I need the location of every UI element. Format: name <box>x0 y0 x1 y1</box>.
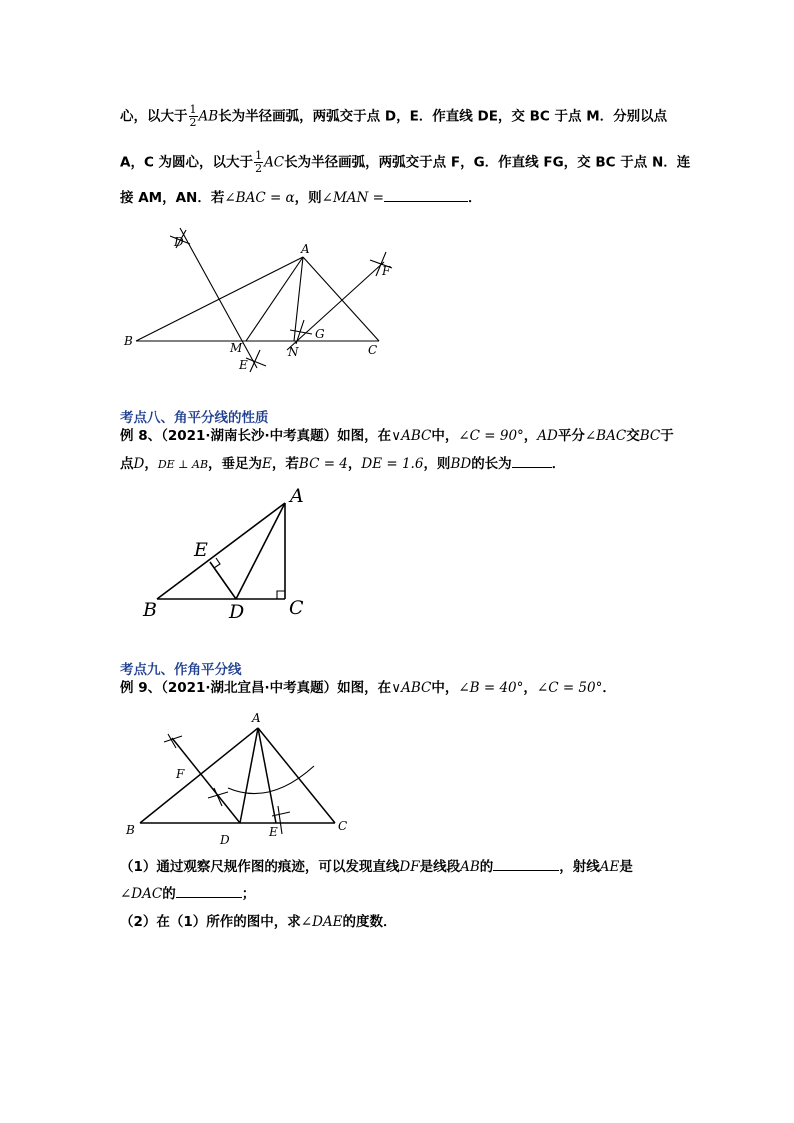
label-g: G <box>315 327 325 341</box>
math-expression: ∨ABC <box>391 680 432 696</box>
label-b: B <box>143 599 157 621</box>
label-a: A <box>290 485 304 507</box>
label-d: D <box>229 601 245 623</box>
question-1-line-1 <box>120 857 633 877</box>
text: 是线段 <box>419 859 461 875</box>
text: ． <box>602 680 616 696</box>
label-b: B <box>124 334 133 348</box>
math-expression: ∨ABC <box>391 428 432 444</box>
segment-ad <box>240 728 258 823</box>
label-m: M <box>230 341 243 355</box>
construction-arc <box>228 766 314 794</box>
math-expression: ∠C = 90° <box>458 428 524 444</box>
segment-ac <box>258 728 335 823</box>
text: 长为半径画弧，两弧交于点 D，E．作直线 DE，交 BC 于点 M．分别以点 <box>218 108 668 125</box>
math-expression: BC <box>639 428 661 444</box>
math-expression: AD <box>537 428 558 444</box>
text: ， <box>523 428 538 444</box>
text: ． <box>467 190 482 206</box>
text: ，若 <box>271 456 299 472</box>
fraction-numerator: 1 <box>189 103 197 116</box>
math-expression: DF <box>399 859 420 875</box>
label-n: N <box>288 345 299 359</box>
answer-blank[interactable] <box>493 869 559 871</box>
label-d: D <box>174 235 184 249</box>
label-c: C <box>368 343 378 357</box>
text: 长为半径画弧，两弧交于点 F，G．作直线 FG，交 BC 于点 N．连 <box>284 154 691 171</box>
math-expression: ∠MAN = <box>321 190 384 206</box>
text: ，则 <box>294 190 322 206</box>
math-expression: DE = 1.6 <box>361 456 424 472</box>
math-expression: ∠DAC <box>120 886 163 902</box>
math-expression: BD <box>450 456 472 472</box>
text: 中， <box>431 680 459 696</box>
math-expression: AB <box>460 859 480 875</box>
math-expression: ∠BAC = α <box>224 190 295 206</box>
label-a: A <box>252 711 261 725</box>
text: （2）在（1）所作的图中，求 <box>120 914 301 930</box>
math-segment: AC <box>264 154 285 171</box>
math-expression: ∠C = 50° <box>536 680 603 696</box>
text: 中， <box>431 428 459 444</box>
label-c: C <box>289 597 304 619</box>
label-f: F <box>382 264 391 278</box>
math-expression: ∠B = 40° <box>458 680 524 696</box>
label-e: E <box>239 358 248 372</box>
text: 的度数． <box>342 914 397 930</box>
label-e: E <box>194 539 208 561</box>
fraction-denominator: 2 <box>255 162 263 175</box>
text: ． <box>551 456 566 472</box>
answer-blank[interactable] <box>176 896 242 898</box>
text: ； <box>241 886 256 902</box>
math-expression: AE <box>599 859 620 875</box>
fraction-denominator: 2 <box>189 116 197 129</box>
section-9-title: 考点九、作角平分线 <box>120 662 242 678</box>
text: （1）通过观察尺规作图的痕迹，可以发现直线 <box>120 859 400 875</box>
math-expression: ∠BAC <box>584 428 627 444</box>
label-e: E <box>269 825 278 839</box>
ray-ae <box>258 728 276 823</box>
text: 例 9、（2021·湖北宜昌·中考真题）如图，在 <box>120 680 392 696</box>
text: 交 <box>626 428 640 444</box>
text: 于 <box>660 428 674 444</box>
text: 点 <box>120 456 134 472</box>
label-d: D <box>220 833 230 847</box>
text: 平分 <box>557 428 585 444</box>
question-2 <box>120 912 397 932</box>
text: 的 <box>479 859 494 875</box>
text: ，射线 <box>559 859 600 875</box>
text: ， <box>523 680 537 696</box>
question-1-line-2 <box>120 884 255 904</box>
math-expression: E <box>262 456 272 472</box>
section-8-title: 考点八、角平分线的性质 <box>120 410 269 426</box>
text: ，垂足为 <box>208 456 263 472</box>
math-expression: DE ⊥ AB <box>157 458 209 471</box>
text: 是 <box>619 859 633 875</box>
label-c: C <box>338 819 348 833</box>
math-expression: ∠DAE <box>300 914 343 930</box>
text: 心，以大于 <box>120 108 188 125</box>
math-segment: AB <box>198 108 219 125</box>
arc-mark-f <box>164 734 182 748</box>
text: 接 AM，AN．若 <box>120 190 225 206</box>
label-a: A <box>301 242 310 256</box>
math-expression: D <box>133 456 145 472</box>
math-expression: BC = 4 <box>298 456 348 472</box>
text: ， <box>347 456 362 472</box>
fraction-numerator: 1 <box>255 149 263 162</box>
segment-ba <box>140 728 258 823</box>
text: A，C 为圆心，以大于 <box>120 154 254 171</box>
text: 的长为 <box>471 456 512 472</box>
label-b: B <box>126 823 135 837</box>
text: 例 8、（2021·湖南长沙·中考真题）如图，在 <box>120 428 392 444</box>
text: 的 <box>162 886 176 902</box>
text: ， <box>144 456 158 472</box>
label-f: F <box>176 767 185 781</box>
text: ，则 <box>423 456 451 472</box>
